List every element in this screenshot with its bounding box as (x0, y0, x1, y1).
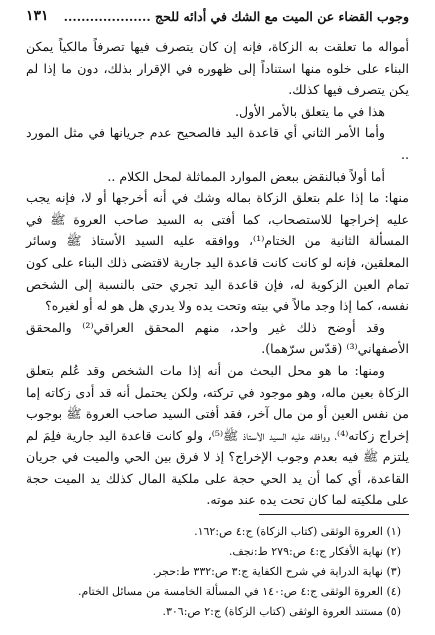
paragraph: أمواله ما تعلقت به الزكاة، فإنه إن كان يتصرف فيها تصرفاً مالكياً يمكن البناء على خلوه منها استناداً إلى ظهوره في الإقرار بذلك، دون ما إذا لم يكن يتصرف فيها كذلك. (26, 39, 409, 98)
paragraph: منها: ما إذا علم بتعلق الزكاة بماله وشك في أنه أخرجها أو لا، فإنه يجب عليه إخراجها للاستصحاب، كما أفتى به السيد صاحب العروة ﷺ في المسألة الثانية من الختام⁽¹⁾، ووافقه عليه السيد الأستاذ ﷺ وسائر المعلقين، فإنه لو كانت كانت قاعدة اليد جارية لاقتضى ذلك البناء على كون تمام العين الزكوية له، فإن قاعدة اليد تجري حتى بالنسبة إلى الشخص نفسه، كما إذا وجد مالاً في بيته وتحت يده ولا يدري هل هو له أو لغيره؟ (26, 190, 409, 314)
paragraph: أما أولاً فبالنقض ببعض الموارد المماثلة لمحل الكلام .. (107, 168, 385, 184)
main-text (26, 36, 409, 511)
footnote: (٥) مستند العروة الوثقى (كتاب الزكاة) ج:٢ ص:٣٠٦. (162, 605, 401, 618)
footnote: (٢) نهاية الأفكار ج:٤ ص:٢٧٩ ط:نجف. (228, 545, 401, 558)
header-title: وجوب القضاء عن الميت مع الشك في أدائه للحج .................... (63, 8, 409, 24)
paragraph: هذا في ما يتعلق بالأمر الأول. (234, 103, 385, 119)
paragraph: وقد أوضح ذلك غير واحد، منهم المحقق العراقي⁽²⁾ والمحقق الأصفهاني⁽³⁾ (قدّس سرّهما). (26, 319, 409, 357)
running-header (26, 6, 409, 26)
paragraph: وأما الأمر الثاني أي قاعدة اليد فالصحيح عدم جريانها في مثل المورد .. (26, 125, 409, 162)
footnote: (٣) نهاية الدراية في شرح الكفاية ج:٣ ص:٣٣٢ ط:حجر. (152, 565, 401, 578)
page-number: ١٣١ (26, 8, 49, 24)
footnotes (26, 522, 401, 622)
footnote-divider (259, 514, 409, 515)
paragraph: ومنها: ما هو محل البحث من أنه إذا مات الشخص وقد عُلم بتعلق الزكاة بعين ماله، وهو موجود في تركته، ولكن يحتمل أنه قد أدى زكاته إما من نفس العين أو من مال آخر، فقد أفتى السيد صاحب العروة ﷺ بوجوب إخراج زكاته⁽⁴⁾، ووافقه عليه السيد الأستاذ ﷺ⁽⁵⁾، ولو كانت قاعدة اليد جارية فلِمَ لم يلتزم ﷺ فيه بعدم وجوب الإخراج؟ إذ لا فرق بين الحي والميت في جريان القاعدة، أي كما أن يد الحي حجة على ملكية المال كذلك يد الميت حجة على ملكيته لما كان تحت يده عند موته. (26, 362, 409, 508)
footnote: (٤) العروة الوثقى ج:٤ ص:١٤٠ في المسألة الخامسة من مسائل الختام. (78, 585, 401, 598)
footnote: (١) العروة الوثقى (كتاب الزكاة) ج:٤ ص:١٦٢. (194, 525, 401, 538)
